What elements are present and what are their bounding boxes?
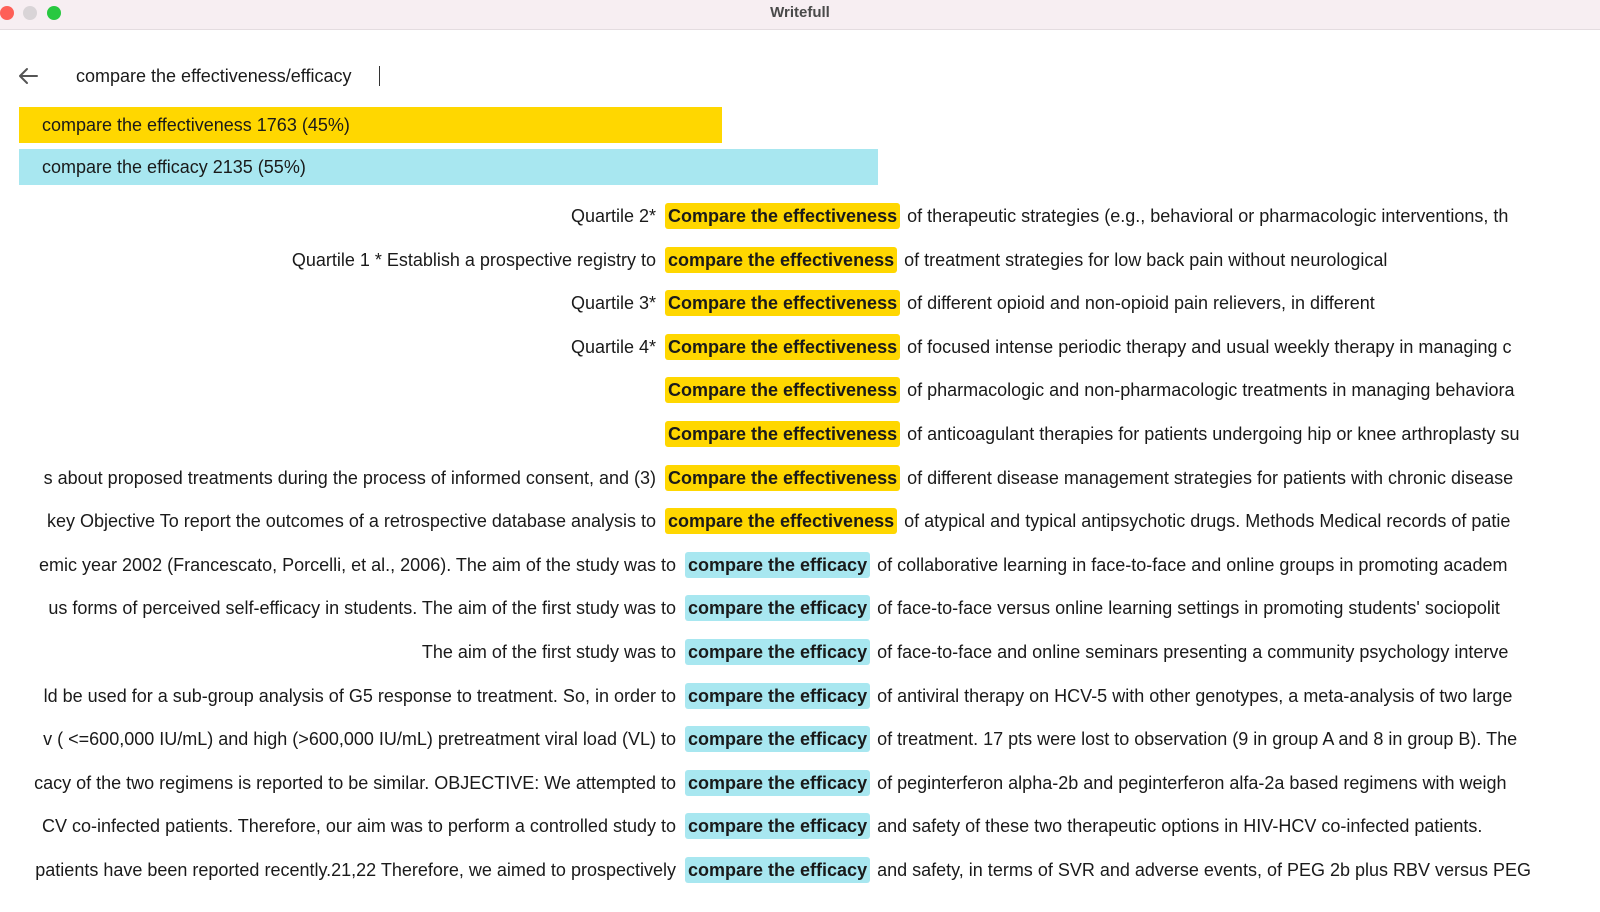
result-context-before: Quartile 3*: [570, 293, 656, 314]
result-row[interactable]: [19, 767, 1573, 799]
result-context-after: of antiviral therapy on HCV-5 with other genotypes, a meta-analysis of two large: [877, 685, 1513, 706]
result-context-after: of different disease management strategies for patients with chronic disease: [907, 467, 1514, 488]
result-row[interactable]: [19, 592, 1573, 624]
results-list: [19, 200, 1573, 912]
result-context-after: of peginterferon alpha-2b and peginterferon alfa-2a based regimens with weigh: [877, 772, 1507, 793]
result-bar-efficacy[interactable]: compare the efficacy 2135 (55%): [19, 149, 878, 185]
result-row[interactable]: [19, 854, 1573, 886]
result-context-after: of face-to-face and online seminars presenting a community psychology interve: [877, 642, 1509, 662]
result-match-highlight: compare the efficacy: [685, 770, 870, 796]
result-row[interactable]: [19, 287, 1573, 319]
result-match-highlight: compare the efficacy: [685, 552, 870, 578]
result-match-highlight: compare the efficacy: [685, 683, 870, 709]
result-context-after: of treatment strategies for low back pain without neurological: [904, 249, 1388, 270]
result-context-after: of different opioid and non-opioid pain relievers, in different: [907, 293, 1375, 314]
result-match-highlight: Compare the effectiveness: [665, 421, 900, 447]
result-context-before: cacy of the two regimens is reported to be similar. OBJECTIVE: We attempted to: [34, 772, 676, 793]
result-row[interactable]: [19, 810, 1573, 842]
result-context-after: of pharmacologic and non-pharmacologic treatments in managing behaviora: [907, 380, 1515, 401]
result-context-before: Quartile 4*: [570, 336, 656, 357]
result-context-after: of therapeutic strategies (e.g., behavioral or pharmacologic interventions, th: [907, 206, 1509, 226]
result-context-after: of treatment. 17 pts were lost to observation (9 in group A and 8 in group B). The: [877, 729, 1518, 750]
title-bar: [0, 0, 1600, 30]
result-match-highlight: Compare the effectiveness: [665, 377, 900, 403]
result-context-before: key Objective To report the outcomes of a retrospective database analysis to: [47, 511, 656, 532]
result-row[interactable]: [19, 549, 1573, 581]
result-match-highlight: compare the efficacy: [685, 595, 870, 621]
result-context-after: of atypical and typical antipsychotic drugs. Methods Medical records of patie: [904, 511, 1511, 532]
result-match-highlight: Compare the effectiveness: [665, 203, 900, 229]
result-context-after: and safety of these two therapeutic options in HIV-HCV co-infected patients.: [877, 816, 1483, 837]
result-context-before: The aim of the first study was to: [421, 642, 676, 662]
result-context-before: ld be used for a sub-group analysis of G5 response to treatment. So, in order to: [43, 685, 676, 706]
arrow-left-icon: [17, 67, 39, 85]
result-bar-effectiveness[interactable]: compare the effectiveness 1763 (45%): [19, 107, 722, 143]
result-row[interactable]: [19, 462, 1573, 494]
result-context-before: v ( <=600,000 IU/mL) and high (>600,000 IU/mL) pretreatment viral load (VL) to: [43, 729, 676, 750]
result-row[interactable]: [19, 636, 1573, 668]
result-context-after: of focused intense periodic therapy and usual weekly therapy in managing c: [907, 336, 1512, 357]
result-match-highlight: compare the efficacy: [685, 857, 870, 883]
result-match-highlight: compare the effectiveness: [665, 247, 897, 273]
result-row[interactable]: [19, 374, 1573, 406]
result-context-before: Quartile 1 * Establish a prospective registry to: [291, 249, 656, 270]
result-match-highlight: compare the efficacy: [685, 639, 870, 665]
result-row[interactable]: [19, 505, 1573, 537]
result-row[interactable]: [19, 418, 1573, 450]
result-context-after: of anticoagulant therapies for patients undergoing hip or knee arthroplasty su: [907, 424, 1520, 444]
result-row[interactable]: [19, 680, 1573, 712]
text-caret: [379, 66, 380, 86]
result-context-before: patients have been reported recently.21,22 Therefore, we aimed to prospectively: [35, 860, 676, 880]
result-row[interactable]: [19, 331, 1573, 363]
result-context-after: of face-to-face versus online learning settings in promoting students' sociopolit: [877, 598, 1500, 619]
window-title: Writefull: [770, 4, 830, 21]
result-context-after: of collaborative learning in face-to-face and online groups in promoting academ: [877, 554, 1508, 575]
result-row[interactable]: [19, 244, 1573, 276]
result-context-before: emic year 2002 (Francescato, Porcelli, et al., 2006). The aim of the study was to: [39, 554, 676, 575]
result-match-highlight: compare the efficacy: [685, 813, 870, 839]
result-match-highlight: Compare the effectiveness: [665, 465, 900, 491]
result-context-after: and safety, in terms of SVR and adverse events, of PEG 2b plus RBV versus PEG: [877, 860, 1532, 880]
result-row[interactable]: [19, 200, 1573, 232]
result-context-before: Quartile 2*: [570, 206, 656, 226]
result-match-highlight: compare the efficacy: [685, 726, 870, 752]
back-button[interactable]: [14, 62, 42, 90]
result-match-highlight: compare the effectiveness: [665, 508, 897, 534]
result-row[interactable]: [19, 723, 1573, 755]
result-context-before: s about proposed treatments during the process of informed consent, and (3): [43, 467, 656, 488]
result-match-highlight: Compare the effectiveness: [665, 290, 900, 316]
result-context-before: CV co-infected patients. Therefore, our aim was to perform a controlled study to: [42, 816, 676, 837]
result-match-highlight: Compare the effectiveness: [665, 334, 900, 360]
search-input[interactable]: [76, 62, 776, 90]
result-context-before: us forms of perceived self-efficacy in students. The aim of the first study was to: [48, 598, 676, 619]
